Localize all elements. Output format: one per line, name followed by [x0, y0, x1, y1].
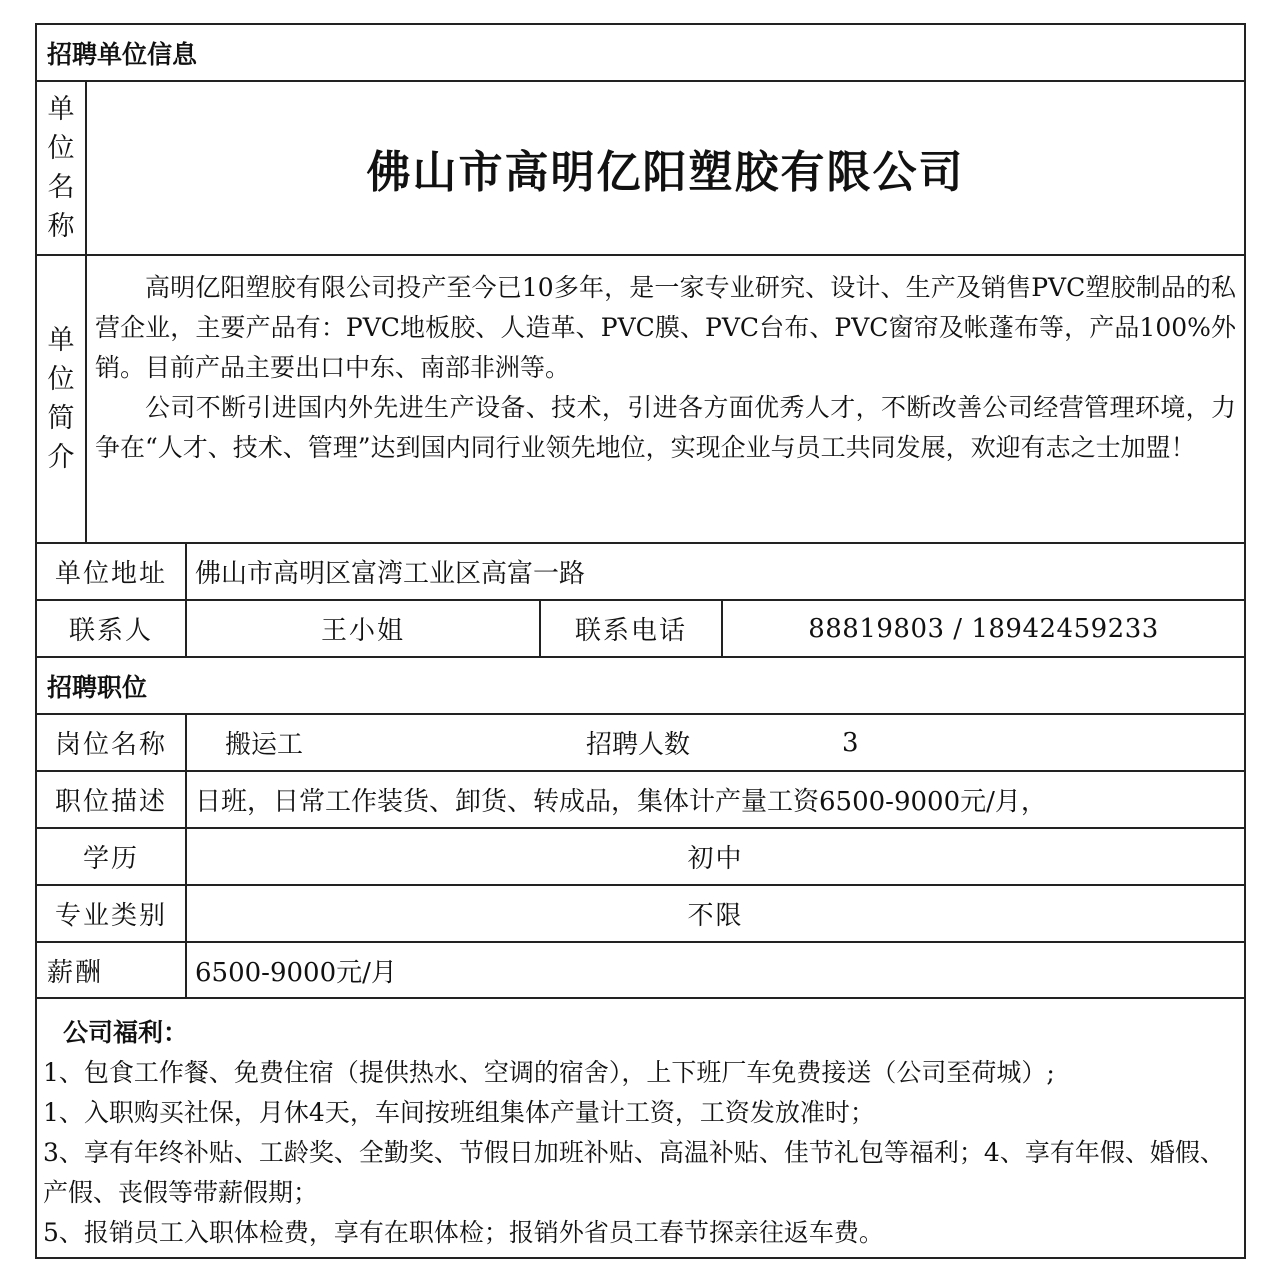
headcount-value: 3 [842, 727, 859, 758]
section-title: 招聘单位信息 [47, 39, 198, 69]
salary-row [37, 943, 1244, 999]
salary-label: 薪酬 [47, 957, 104, 988]
description-label: 职位描述 [54, 787, 167, 817]
contact-row [37, 601, 1244, 658]
benefits-title: 公司福利： [63, 1018, 189, 1047]
benefit-item: 1、包食工作餐、免费住宿（提供热水、空调的宿舍），上下班厂车免费接送（公司至荷城）; [43, 1058, 1055, 1087]
company-name-row [37, 82, 1244, 256]
company-intro-row [37, 256, 1244, 544]
company-name-label [37, 82, 85, 254]
education-row [37, 829, 1244, 886]
description-row [37, 772, 1244, 829]
address-row [37, 544, 1244, 601]
label-char: 位 [47, 133, 75, 164]
recruitment-form [35, 23, 1246, 1259]
address-value: 佛山市高明区富湾工业区高富一路 [185, 544, 1244, 599]
section-header-positions [37, 658, 1244, 715]
section-title: 招聘职位 [47, 672, 148, 702]
major-row [37, 886, 1244, 943]
position-value: 搬运工 [225, 730, 304, 760]
phone-value: 88819803 / 18942459233 [721, 601, 1244, 656]
label-char: 位 [47, 364, 75, 395]
label-char: 称 [47, 211, 75, 242]
contact-label: 联系人 [68, 616, 153, 646]
position-label: 岗位名称 [54, 730, 167, 760]
benefit-item: 5、报销员工入职体检费，享有在职体检；报销外省员工春节探亲往返车费。 [43, 1218, 884, 1247]
contact-value: 王小姐 [185, 601, 539, 656]
label-char: 简 [47, 403, 75, 434]
label-char: 单 [47, 94, 75, 125]
section-header-company-info [37, 25, 1244, 82]
major-label: 专业类别 [54, 901, 167, 931]
company-name: 佛山市高明亿阳塑胶有限公司 [85, 82, 1244, 254]
intro-paragraph: 公司不断引进国内外先进生产设备、技术，引进各方面优秀人才，不断改善公司经营管理环境，力争在“人才、技术、管理”达到国内同行业领先地位，实现企业与员工共同发展，欢迎有志之士加盟！ [95, 393, 1236, 462]
benefits-section [37, 999, 1244, 1257]
label-char: 名 [47, 172, 75, 203]
address-label: 单位地址 [54, 559, 167, 589]
position-row [37, 715, 1244, 772]
company-intro-label [37, 256, 85, 542]
benefit-item: 1、入职购买社保，月休4天，车间按班组集体产量计工资，工资发放准时； [43, 1098, 875, 1127]
education-label: 学历 [82, 844, 139, 874]
intro-paragraph: 高明亿阳塑胶有限公司投产至今已10多年，是一家专业研究、设计、生产及销售PVC塑胶制品的私营企业，主要产品有：PVC地板胶、人造革、PVC膜、PVC台布、PVC窗帘及帐蓬布等，产品100%外销。目前产品主要出口中东、南部非洲等。 [95, 273, 1236, 382]
headcount-label: 招聘人数 [586, 730, 691, 760]
description-value: 日班，日常工作装货、卸货、转成品，集体计产量工资6500-9000元/月， [185, 772, 1244, 827]
label-char: 介 [47, 442, 75, 473]
salary-value: 6500-9000元/月 [185, 943, 1244, 997]
position-info [185, 715, 1244, 770]
phone-label: 联系电话 [539, 601, 721, 656]
major-value: 不限 [185, 886, 1244, 941]
label-char: 单 [47, 325, 75, 356]
company-intro-text [85, 256, 1244, 542]
benefit-item: 3、享有年终补贴、工龄奖、全勤奖、节假日加班补贴、高温补贴、佳节礼包等福利；4、享有年假、婚假、产假、丧假等带薪假期； [43, 1138, 1225, 1207]
education-value: 初中 [185, 829, 1244, 884]
